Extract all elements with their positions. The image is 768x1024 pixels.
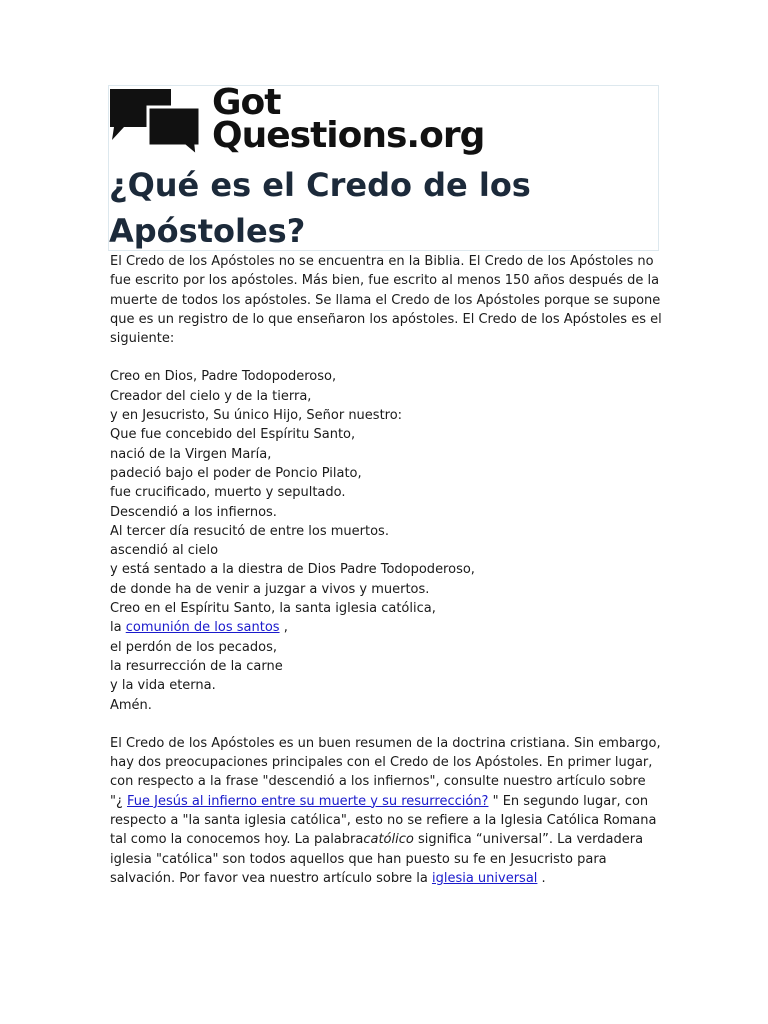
site-logo[interactable] <box>110 82 510 158</box>
creed-block <box>110 367 662 714</box>
para2-text-2: " En segundo lugar, con respecto a "la santa iglesia católica", esto no se refiere a la Iglesia Católica Romana tal como la conocemos hoy. La palabra <box>110 793 657 848</box>
creed-line: Que fue concebido del Espíritu Santo, <box>110 427 356 443</box>
catholic-italic-word: católico <box>363 832 414 848</box>
page-title: ¿Qué es el Credo de los Apóstoles? <box>109 166 531 250</box>
universal-church-link[interactable]: iglesia universal <box>431 870 538 886</box>
logo-line-2: Questions.org <box>212 115 485 156</box>
communion-prefix: la <box>110 620 126 636</box>
creed-line: Al tercer día resucitó de entre los muertos. <box>110 523 389 539</box>
creed-line: ascendió al cielo <box>110 543 219 559</box>
logo-text <box>212 82 485 156</box>
creed-line: nació de la Virgen María, <box>110 446 272 462</box>
creed-line: y está sentado a la diestra de Dios Padre Todopoderoso, <box>110 562 475 578</box>
article-body <box>110 252 662 888</box>
creed-line: el perdón de los pecados, <box>110 639 278 655</box>
creed-line-communion <box>110 618 662 637</box>
communion-suffix: , <box>279 620 288 636</box>
para2-text-4: . <box>537 870 546 886</box>
creed-line: de donde ha de venir a juzgar a vivos y muertos. <box>110 581 430 597</box>
speech-bubbles-icon <box>110 86 202 156</box>
creed-line: y en Jesucristo, Su único Hijo, Señor nuestro: <box>110 408 403 424</box>
communion-of-saints-link[interactable]: comunión de los santos <box>125 620 280 636</box>
intro-paragraph: El Credo de los Apóstoles no se encuentra en la Biblia. El Credo de los Apóstoles no fue escrito por los apóstoles. Más bien, fue escrito al menos 150 años después de la muerte de todos los apóstoles. Se llama el Credo de los Apóstoles porque se supone que es un registro de lo que enseñaron los apóstoles. El Credo de los Apóstoles es el siguiente: <box>110 254 662 347</box>
creed-line: Creo en el Espíritu Santo, la santa iglesia católica, <box>110 601 436 617</box>
creed-line: la resurrección de la carne <box>110 658 283 674</box>
logo-line-1: Got <box>212 82 281 123</box>
creed-line: Creo en Dios, Padre Todopoderoso, <box>110 369 337 385</box>
para2-link1-prefix: ¿ <box>115 793 128 809</box>
creed-line: y la vida eterna. <box>110 678 216 694</box>
creed-line: padeció bajo el poder de Poncio Pilato, <box>110 465 362 481</box>
creed-line: Creador del cielo y de la tierra, <box>110 388 312 404</box>
creed-line: Amén. <box>110 697 152 713</box>
creed-line: fue crucificado, muerto y sepultado. <box>110 485 346 501</box>
jesus-hell-article-link[interactable]: Fue Jesús al infierno entre su muerte y su resurrección? <box>127 793 489 809</box>
para2-text-1: El Credo de los Apóstoles es un buen resumen de la doctrina cristiana. Sin embargo, hay dos preocupaciones principales con el Credo de los Apóstoles. En primer lugar, con respecto a la frase "descendió a los infiernos", consulte nuestro artículo sobre " <box>110 735 661 809</box>
analysis-paragraph <box>110 734 662 888</box>
creed-line: Descendió a los infiernos. <box>110 504 277 520</box>
para2-text-3: significa “universal”. La verdadera iglesia "católica" son todos aquellos que han puesto su fe en Jesucristo para salvación. Por favor vea nuestro artículo sobre la <box>110 832 644 886</box>
